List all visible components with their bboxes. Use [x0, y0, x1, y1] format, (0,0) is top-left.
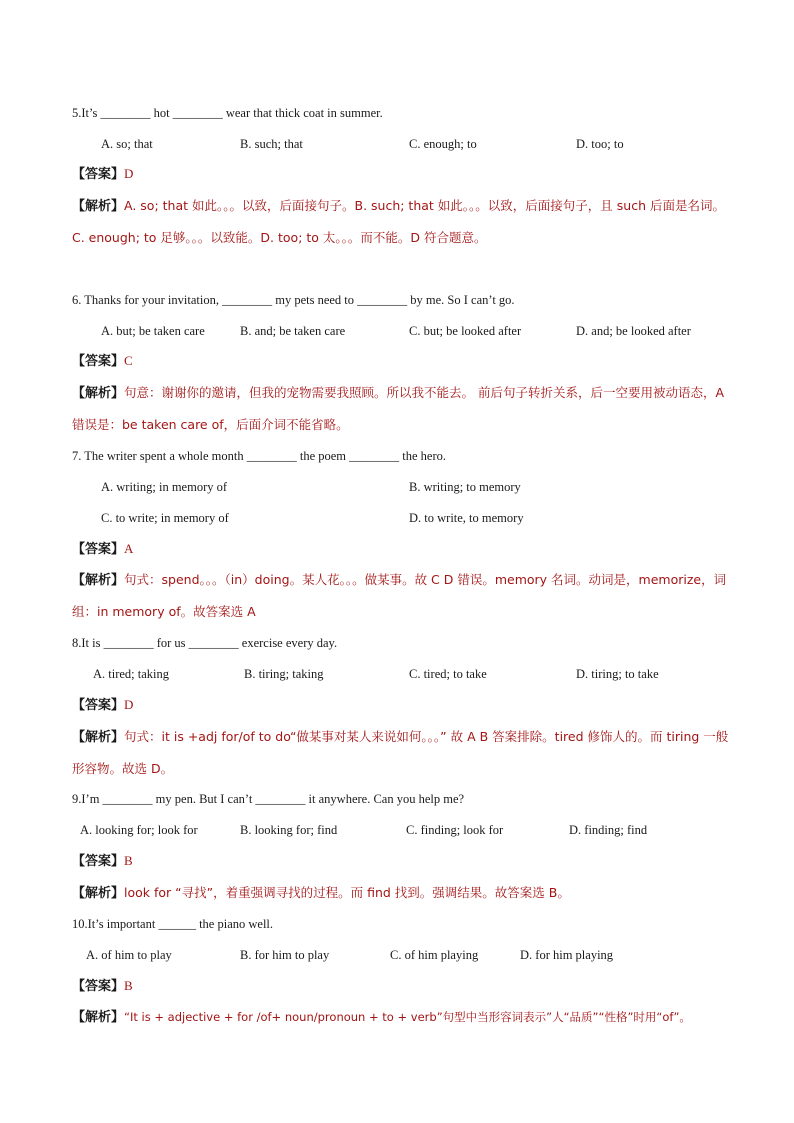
explanation-text: look for “寻找”，着重强调寻找的过程。而 find 找到。强调结果。故答案选 B。: [124, 885, 570, 900]
question-7-stem: 7. The writer spent a whole month ________ the poem ________ the hero.: [72, 449, 447, 463]
answer-label: 【答案】: [72, 542, 125, 557]
question-8-option-b: B. tiring; taking: [244, 667, 324, 681]
question-7-answer: [72, 541, 133, 558]
answer-label: 【答案】: [72, 167, 125, 182]
answer-label: 【答案】: [72, 979, 125, 994]
question-9-option-b: B. looking for; find: [240, 823, 338, 837]
question-9-explanation: [72, 877, 732, 909]
answer-value: B: [124, 978, 133, 993]
explanation-label: 【解析】: [72, 386, 125, 401]
explanation-label: 【解析】: [72, 199, 125, 214]
answer-value: B: [124, 853, 133, 868]
question-5-option-d: D. too; to: [576, 137, 624, 151]
explanation-text: “It is + adjective + for /of+ noun/pronoun + to + verb”句型中当形容词表示”人“品质”“性格”时用“of”。: [124, 1010, 691, 1024]
question-5-stem: 5.It’s ________ hot ________ wear that thick coat in summer.: [72, 106, 383, 120]
question-9-option-d: D. finding; find: [569, 823, 648, 837]
question-8-answer: [72, 697, 133, 714]
question-7-explanation: [72, 564, 732, 627]
explanation-text: 句式：spend。。。（in）doing。某人花。。。做某事。故 C D 错误。memory 名词。动词是，memorize，词组：in memory of。故答案选 A: [72, 572, 727, 619]
explanation-label: 【解析】: [72, 886, 125, 901]
answer-label: 【答案】: [72, 854, 125, 869]
question-10-option-d: D. for him playing: [520, 948, 614, 962]
question-8-stem: 8.It is ________ for us ________ exercise every day.: [72, 636, 338, 650]
question-7-option-b: B. writing; to memory: [409, 480, 521, 494]
question-8-option-c: C. tired; to take: [409, 667, 487, 681]
explanation-text: 句式：it is +adj for/of to do“做某事对某人来说如何。。。” 故 A B 答案排除。tired 修饰人的。而 tiring 一般形容物。故选 D。: [72, 729, 729, 776]
question-6-stem: 6. Thanks for your invitation, ________ my pets need to ________ by me. So I can’t go.: [72, 293, 515, 307]
explanation-text: A. so; that 如此。。。以致，后面接句子。B. such; that 如此。。。以致，后面接句子，且 such 后面是名词。 C. enough; to 足够。。。以致能。D. too; to 太。。。而不能。D 符合题意。: [72, 198, 725, 245]
question-9-option-c: C. finding; look for: [406, 823, 504, 837]
question-10-answer: [72, 978, 133, 995]
question-6-explanation: [72, 377, 732, 440]
question-7-option-d: D. to write, to memory: [409, 511, 524, 525]
answer-label: 【答案】: [72, 698, 125, 713]
question-6-option-c: C. but; be looked after: [409, 324, 522, 338]
question-6-option-d: D. and; be looked after: [576, 324, 691, 338]
question-10-option-c: C. of him playing: [390, 948, 479, 962]
question-8-option-a: A. tired; taking: [93, 667, 170, 681]
explanation-text: 句意：谢谢你的邀请，但我的宠物需要我照顾。所以我不能去。 前后句子转折关系，后一空要用被动语态，A 错误是：be taken care of，后面介词不能省略。: [72, 385, 725, 432]
question-6-option-b: B. and; be taken care: [240, 324, 346, 338]
question-10-explanation: [72, 1002, 732, 1033]
question-7-option-a: A. writing; in memory of: [101, 480, 228, 494]
question-5-answer: [72, 166, 133, 183]
question-10-stem: 10.It’s important ______ the piano well.: [72, 917, 274, 931]
explanation-label: 【解析】: [72, 573, 125, 588]
question-10-option-a: A. of him to play: [86, 948, 172, 962]
question-10-option-b: B. for him to play: [240, 948, 330, 962]
answer-value: C: [124, 353, 133, 368]
explanation-label: 【解析】: [72, 1010, 125, 1025]
question-6-answer: [72, 353, 133, 370]
question-7-option-c: C. to write; in memory of: [101, 511, 229, 525]
question-5-option-b: B. such; that: [240, 137, 303, 151]
question-6-option-a: A. but; be taken care: [101, 324, 205, 338]
question-5-explanation: [72, 190, 732, 253]
question-8-explanation: [72, 721, 732, 784]
question-9-answer: [72, 853, 133, 870]
question-5-option-a: A. so; that: [101, 137, 153, 151]
answer-value: D: [124, 697, 134, 712]
explanation-label: 【解析】: [72, 730, 125, 745]
question-9-stem: 9.I’m ________ my pen. But I can’t ________ it anywhere. Can you help me?: [72, 792, 465, 806]
question-8-option-d: D. tiring; to take: [576, 667, 659, 681]
question-9-option-a: A. looking for; look for: [80, 823, 198, 837]
question-5-option-c: C. enough; to: [409, 137, 477, 151]
answer-value: A: [124, 541, 134, 556]
answer-label: 【答案】: [72, 354, 125, 369]
answer-value: D: [124, 166, 134, 181]
